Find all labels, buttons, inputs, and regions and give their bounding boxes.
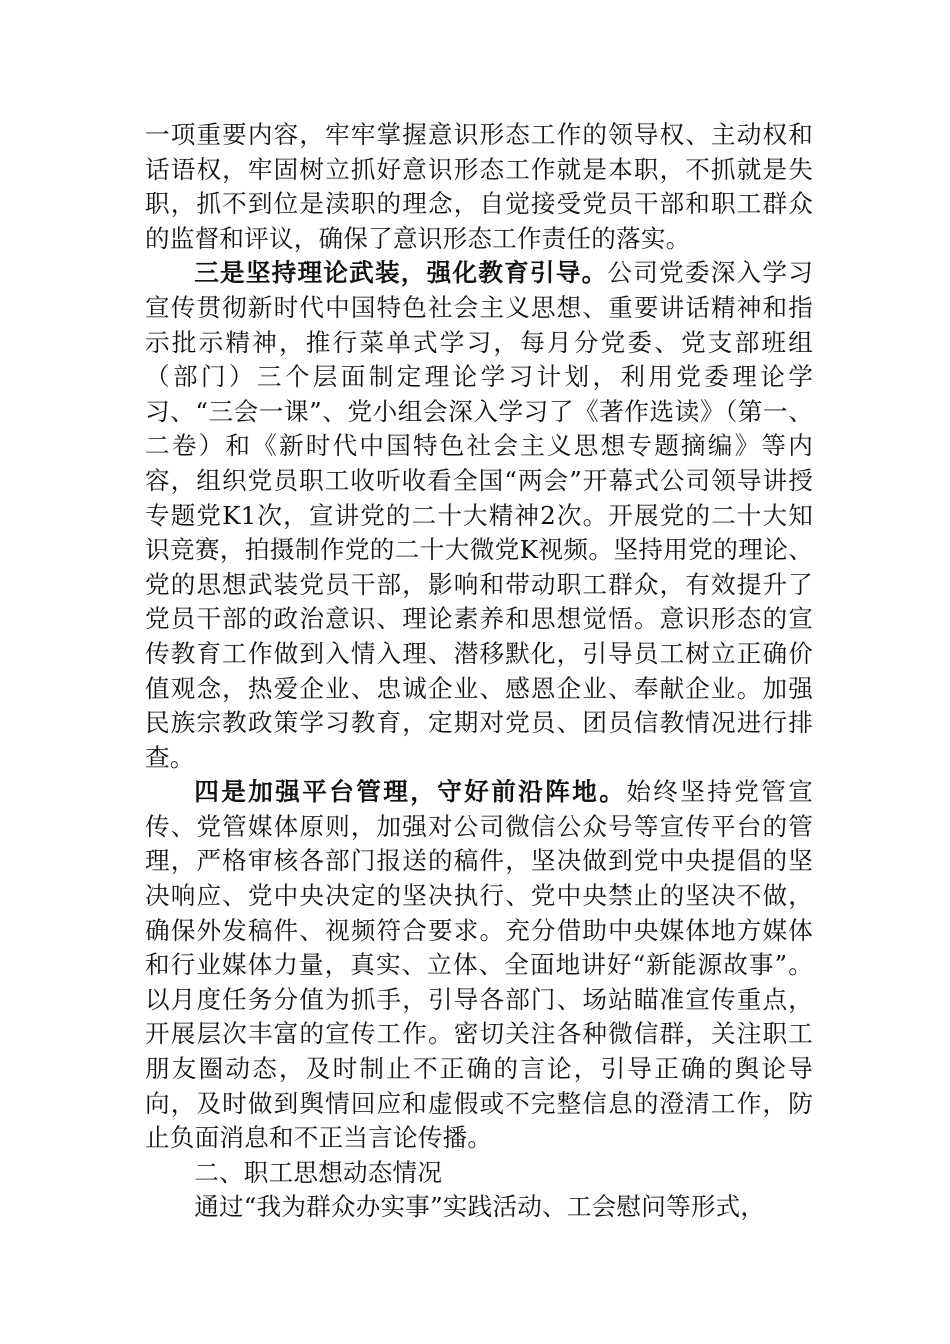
paragraph-platform-management: [145, 775, 813, 1156]
paragraph-text: 公司党委深入学习宣传贯彻新时代中国特色社会主义思想、重要讲话精神和指示批示精神，推行菜单式学习，每月分党委、党支部班组（部门）三个层面制定理论学习计划，利用党委理论学习、“三会一课”、党小组会深入学习了《著作选读》（第一、二卷）和《新时代中国特色社会主义思想专题摘编》等内容，组织党员职工收听收看全国“两会”开幕式公司领导讲授专题党K1次，宣讲党的二十大精神2次。开展党的二十大知识竞赛，拍摄制作党的二十大微党K视频。坚持用党的理论、党的思想武装党员干部，影响和带动职工群众，有效提升了党员干部的政治意识、理论素养和思想觉悟。意识形态的宣传教育工作做到入情入理、潜移默化，引导员工树立正确价值观念，热爱企业、忠诚企业、感恩企业、奉献企业。加强民族宗教政策学习教育，定期对党员、团员信教情况进行排查。: [145, 258, 814, 772]
paragraph-text: 通过“我为群众办实事”实践活动、工会慰问等形式，: [194, 1192, 766, 1222]
paragraph-lead: 三是坚持理论武装，强化教育引导。: [194, 258, 608, 288]
paragraph-theory-study: [145, 256, 813, 775]
paragraph-continuation: [145, 118, 813, 256]
paragraph-text: 一项重要内容，牢牢掌握意识形态工作的领导权、主动权和话语权，牢固树立抓好意识形态工作就是本职，不抓就是失职，抓不到位是渎职的理念，自觉接受党员干部和职工群众的监督和评议，确保了意识形态工作责任的落实。: [145, 120, 813, 253]
section-heading: 二、职工思想动态情况: [194, 1157, 443, 1187]
paragraph-text: 始终坚持党管宣传、党管媒体原则，加强对公司微信公众号等宣传平台的管理，严格审核各部门报送的稿件，坚决做到党中央提倡的坚决响应、党中央决定的坚决执行、党中央禁止的坚决不做，确保外发稿件、视频符合要求。充分借助中央媒体地方媒体和行业媒体力量，真实、立体、全面地讲好“新能源故事”。以月度任务分值为抓手，引导各部门、场站瞄准宣传重点，开展层次丰富的宣传工作。密切关注各种微信群，关注职工朋友圈动态，及时制止不正确的言论，引导正确的舆论导向，及时做到舆情回应和虚假或不完整信息的澄清工作，防止负面消息和不正当言论传播。: [145, 777, 814, 1153]
document-page: [145, 118, 813, 1225]
paragraph-staff-thoughts: [145, 1190, 813, 1225]
paragraph-lead: 四是加强平台管理，守好前沿阵地。: [194, 777, 627, 807]
